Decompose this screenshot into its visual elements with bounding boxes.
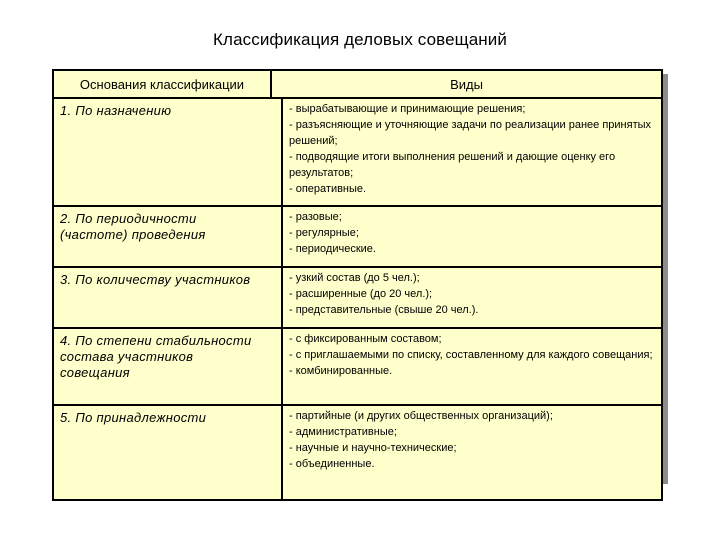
row-basis: 1. По назначению [53,98,271,206]
table-row [53,328,662,405]
type-item: - подводящие итоги выполнения решений и дающие оценку его результатов; [289,151,616,179]
row-gap [271,328,282,405]
row-types [282,328,662,405]
type-item: - с приглашаемыми по списку, составленному для каждого совещания; [289,349,653,361]
header-basis: Основания классификации [53,70,271,98]
row-basis: 4. По степени стабильности состава участников совещания [53,328,271,405]
type-item: - вырабатывающие и принимающие решения; [289,103,526,115]
header-types: Виды [271,70,662,98]
page-title: Классификация деловых совещаний [213,30,507,49]
type-item: - регулярные; [289,227,359,239]
row-types [282,267,662,328]
classification-table [52,69,663,501]
type-item: - с фиксированным составом; [289,333,442,345]
table-row [53,206,662,267]
type-item: - представительные (свыше 20 чел.). [289,304,479,316]
row-gap [271,405,282,500]
row-basis: 2. По периодичности (частоте) проведения [53,206,271,267]
row-basis: 3. По количеству участников [53,267,271,328]
row-gap [271,267,282,328]
row-basis: 5. По принадлежности [53,405,271,500]
type-item: - разъясняющие и уточняющие задачи по реализации ранее принятых решений; [289,119,652,147]
type-item: - оперативные. [289,183,367,195]
table-row [53,405,662,500]
type-item: - партийные (и других общественных организаций); [289,410,553,422]
row-gap [271,206,282,267]
type-item: - научные и научно-технические; [289,442,457,454]
row-gap [271,98,282,206]
type-item: - периодические. [289,243,376,255]
row-types [282,98,662,206]
row-types [282,405,662,500]
type-item: - расширенные (до 20 чел.); [289,288,433,300]
type-item: - разовые; [289,211,342,223]
table-row [53,98,662,206]
type-item: - узкий состав (до 5 чел.); [289,272,420,284]
row-types [282,206,662,267]
table-row [53,267,662,328]
table-header-row [53,70,662,98]
type-item: - комбинированные. [289,365,393,377]
type-item: - объединенные. [289,458,375,470]
type-item: - административные; [289,426,397,438]
